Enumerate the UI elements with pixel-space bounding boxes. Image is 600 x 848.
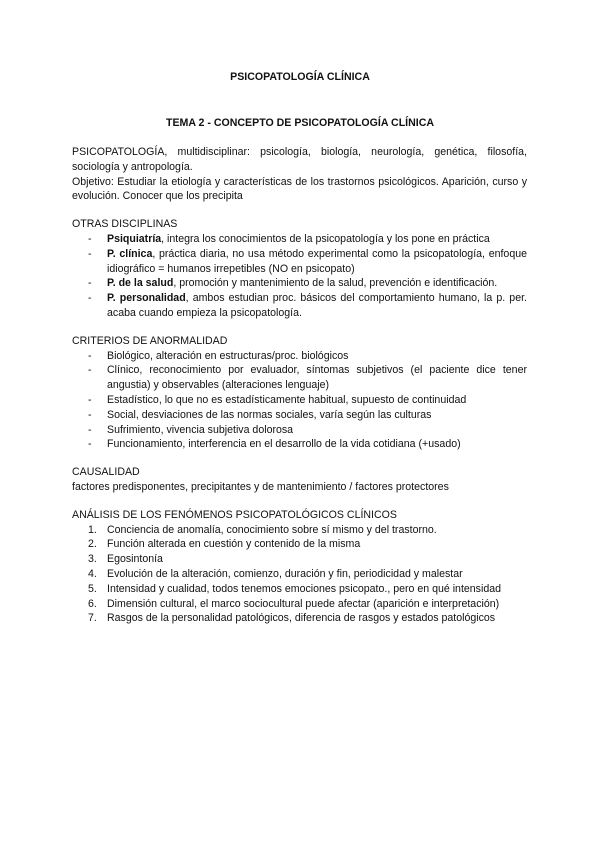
section-heading-otras-disciplinas: OTRAS DISCIPLINAS xyxy=(72,218,178,231)
list-item-number: 7. xyxy=(88,612,97,625)
otras-disciplinas-list xyxy=(72,232,527,321)
list-item-text: , promoción y mantenimiento de la salud, prevención e identificación. xyxy=(173,277,498,290)
list-item-text: Función alterada en cuestión y contenido de la misma xyxy=(107,538,361,551)
section-heading-analisis: ANÁLISIS DE LOS FENÓMENOS PSICOPATOLÓGICOS CLÍNICOS xyxy=(72,508,397,521)
list-item: - Biológico, alteración en estructuras/proc. biológicos xyxy=(72,349,527,364)
list-item xyxy=(72,523,527,538)
list-item-text: Evolución de la alteración, comienzo, duración y fin, periodicidad y malestar xyxy=(107,567,463,580)
list-item-text: , práctica diaria, no usa método experimental como la psicopatología, enfoque idiográfico = humanos irrepetibles (NO en psicopato) xyxy=(107,247,527,275)
list-item-term: P. clínica xyxy=(107,247,153,260)
topic-title: TEMA 2 - CONCEPTO DE PSICOPATOLOGÍA CLÍNICA xyxy=(166,117,434,129)
list-item xyxy=(72,276,527,291)
document-body xyxy=(72,145,527,626)
list-item-text: Rasgos de la personalidad patológicos, diferencia de rasgos y estados patológicos xyxy=(107,612,496,625)
list-item-number: 1. xyxy=(88,523,97,536)
list-item: - Social, desviaciones de las normas sociales, varía según las culturas xyxy=(72,408,527,423)
list-item-number: 6. xyxy=(88,597,97,610)
list-item xyxy=(72,597,527,612)
list-item: - Estadístico, lo que no es estadísticamente habitual, supuesto de continuidad xyxy=(72,393,527,408)
list-item-text: , integra los conocimientos de la psicopatología y los pone en práctica xyxy=(161,232,490,245)
list-item-number: 5. xyxy=(88,582,97,595)
list-item-text: , ambos estudian proc. básicos del comportamiento humano, la p. per. acaba cuando empieza la psicopatología. xyxy=(107,292,527,319)
analisis-list xyxy=(72,523,527,627)
list-item: - Sufrimiento, vivencia subjetiva dolorosa xyxy=(72,423,527,438)
list-item-text: Dimensión cultural, el marco sociocultural puede afectar (aparición e interpretación) xyxy=(107,597,500,610)
list-item xyxy=(72,567,527,582)
intro-definition: PSICOPATOLOGÍA, multidisciplinar: psicología, biología, neurología, genética, filosofía, sociología y antropología. xyxy=(72,146,527,173)
list-item xyxy=(72,552,527,567)
list-item xyxy=(72,611,527,626)
list-item xyxy=(72,582,527,597)
section-heading-criterios: CRITERIOS DE ANORMALIDAD xyxy=(72,334,228,347)
list-item-number: 3. xyxy=(88,553,97,566)
list-item: - Funcionamiento, interferencia en el desarrollo de la vida cotidiana (+usado) xyxy=(72,437,527,452)
list-item-number: 4. xyxy=(88,567,97,580)
list-item xyxy=(72,232,527,247)
list-item-text: Egosintonía xyxy=(107,553,163,566)
list-item-text: Conciencia de anomalía, conocimiento sobre sí mismo y del trastorno. xyxy=(107,523,437,536)
list-item-term: Psiquiatría xyxy=(107,232,162,245)
list-item xyxy=(72,291,527,321)
list-item: - Clínico, reconocimiento por evaluador, síntomas subjetivos (el paciente dice tener angustia) y observables (alteraciones lenguaje) xyxy=(72,363,527,393)
section-heading-causalidad: CAUSALIDAD xyxy=(72,466,140,479)
list-item-text: Intensidad y cualidad, todos tenemos emociones psicopato., pero en qué intensidad xyxy=(107,582,501,595)
intro-objective: Objetivo: Estudiar la etiología y características de los trastornos psicológicos. Aparición, curso y evolución. Conocer que los precipita xyxy=(72,175,527,203)
list-item xyxy=(72,537,527,552)
causalidad-text: factores predisponentes, precipitantes y de mantenimiento / factores protectores xyxy=(72,480,449,493)
criterios-list xyxy=(72,349,527,453)
list-item-term: P. de la salud xyxy=(107,277,174,290)
list-item-number: 2. xyxy=(88,538,97,551)
list-item xyxy=(72,247,527,277)
list-item-term: P. personalidad xyxy=(107,292,186,305)
document-title: PSICOPATOLOGÍA CLÍNICA xyxy=(230,71,370,83)
